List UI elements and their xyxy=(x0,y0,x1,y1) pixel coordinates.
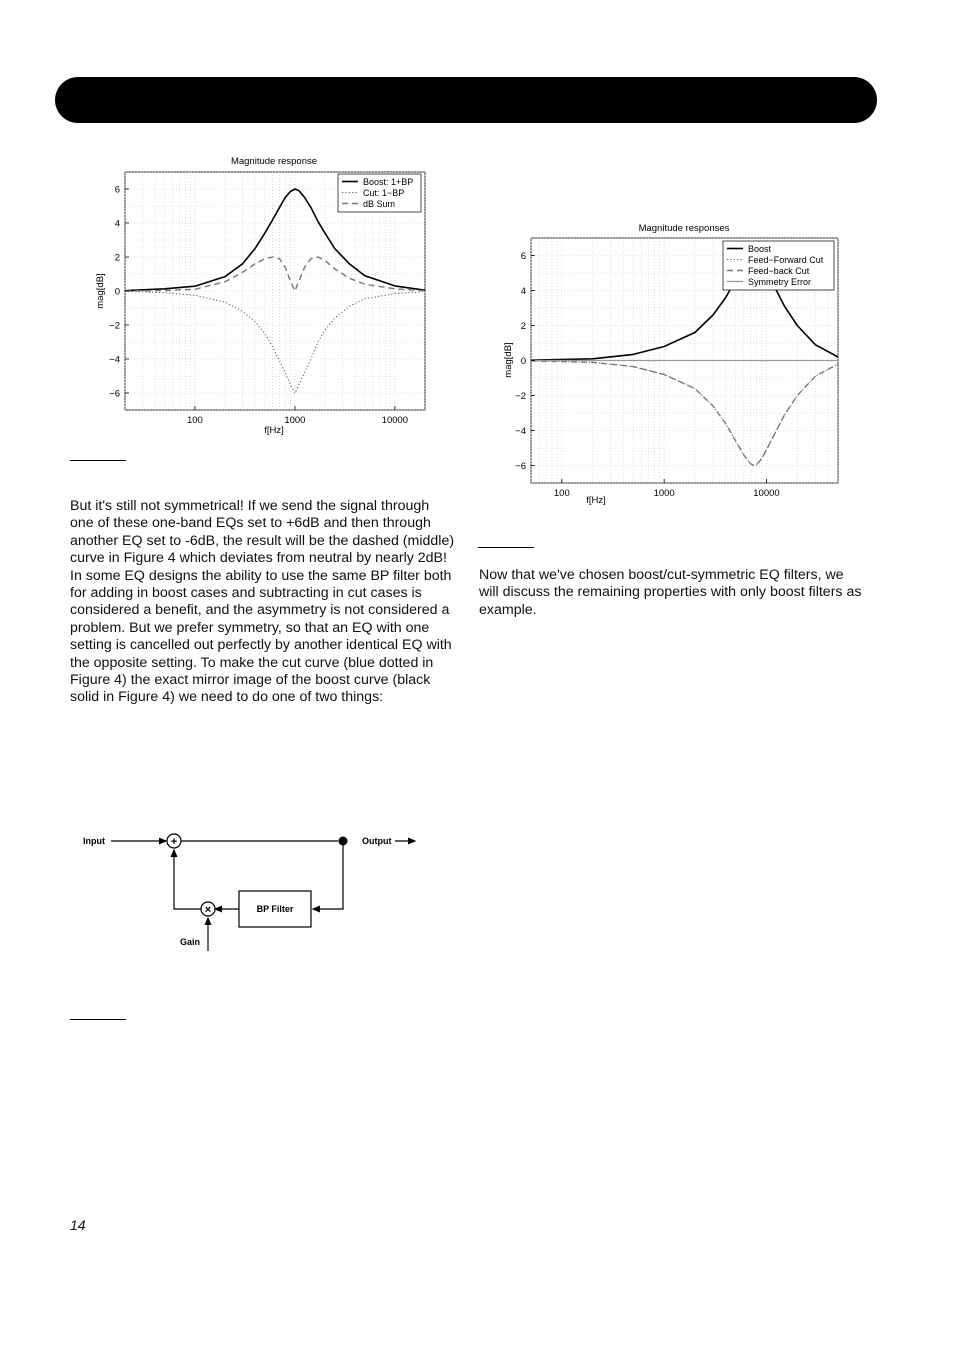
block-diagram xyxy=(80,825,425,965)
x-tick-label: 1000 xyxy=(653,488,675,499)
right-column-text xyxy=(479,567,864,619)
output-label: Output xyxy=(362,836,392,846)
legend-entry: Symmetry Error xyxy=(748,277,811,287)
chart-title: Magnitude responses xyxy=(638,223,730,234)
legend-entry: Cut: 1−BP xyxy=(363,188,405,198)
x-tick-label: 100 xyxy=(553,488,570,499)
y-tick-label: 2 xyxy=(114,252,120,264)
feedforward-block-diagram xyxy=(80,825,425,960)
magnitude-response-chart xyxy=(85,150,445,440)
x-tick-label: 10000 xyxy=(753,488,780,499)
paragraph-eq-designs: In some EQ designs the ability to use the same BP filter both for adding in boost cases and subtracting in cut cases is considered a benefit, and the asymmetry is not considered a problem. But we prefer symmetry, so that an EQ with one setting is cancelled out perfectly by another identical EQ with the opposite setting. To make the cut curve (blue dotted in Figure 4) the exact mirror image of the boost curve (black solid in Figure 4) we need to do one of two things: xyxy=(70,567,452,706)
chart-xlabel: f[Hz] xyxy=(264,425,284,436)
feed-line xyxy=(313,841,343,909)
y-tick-label: 6 xyxy=(114,184,120,196)
x-tick-label: 10000 xyxy=(381,415,409,426)
figure-4-chart xyxy=(85,150,445,440)
bp-filter-label: BP Filter xyxy=(256,904,294,914)
legend-entry: dB Sum xyxy=(363,199,396,209)
chart-xlabel: f[Hz] xyxy=(586,495,606,506)
magnitude-responses-chart xyxy=(497,217,842,512)
y-tick-label: −4 xyxy=(109,354,120,366)
y-tick-label: 0 xyxy=(520,356,526,367)
legend-entry: Boost xyxy=(748,244,772,254)
legend-entry: Feed−back Cut xyxy=(748,266,810,276)
left-column-text xyxy=(70,498,455,707)
x-tick-label: 1000 xyxy=(284,415,306,426)
chart-ylabel: mag[dB] xyxy=(95,273,106,309)
figure-6-caption-rule xyxy=(70,1019,126,1020)
legend-entry: Feed−Forward Cut xyxy=(748,255,824,265)
mult-symbol: × xyxy=(204,904,212,916)
figure-5-chart xyxy=(497,217,842,512)
chart-legend xyxy=(338,174,421,212)
y-tick-label: −6 xyxy=(515,461,526,472)
sum-symbol: + xyxy=(170,836,178,848)
figure-5-caption-rule xyxy=(478,547,534,548)
y-tick-label: 4 xyxy=(114,218,120,230)
legend-entry: Boost: 1+BP xyxy=(363,177,414,187)
input-label: Input xyxy=(83,836,105,846)
chart-title: Magnitude response xyxy=(230,156,318,167)
y-tick-label: 6 xyxy=(520,251,526,262)
gain-label: Gain xyxy=(180,937,201,947)
return-line xyxy=(174,850,201,909)
y-tick-label: 0 xyxy=(114,286,120,298)
y-tick-label: −6 xyxy=(109,388,120,400)
figure-4-caption-rule xyxy=(70,460,126,461)
page-number: 14 xyxy=(70,1217,86,1233)
y-tick-label: −2 xyxy=(515,391,526,402)
paragraph-boost-filters: Now that we've chosen boost/cut-symmetric EQ filters, we will discuss the remaining properties with only boost filters as example. xyxy=(479,567,862,618)
chart-ylabel: mag[dB] xyxy=(503,342,514,378)
y-tick-label: −4 xyxy=(515,426,526,437)
y-tick-label: −2 xyxy=(109,320,120,332)
y-tick-label: 2 xyxy=(520,321,526,332)
paragraph-symmetry: But it's still not symmetrical! If we send the signal through one of these one-band EQs set to +6dB and then through another EQ set to -6dB, the result will be the dashed (middle) curve in Figure 4 which deviates from neutral by nearly 2dB! xyxy=(70,498,455,567)
header-bar xyxy=(55,77,877,123)
x-tick-label: 100 xyxy=(186,415,203,426)
y-tick-label: 4 xyxy=(520,286,526,297)
chart-legend xyxy=(723,241,834,290)
